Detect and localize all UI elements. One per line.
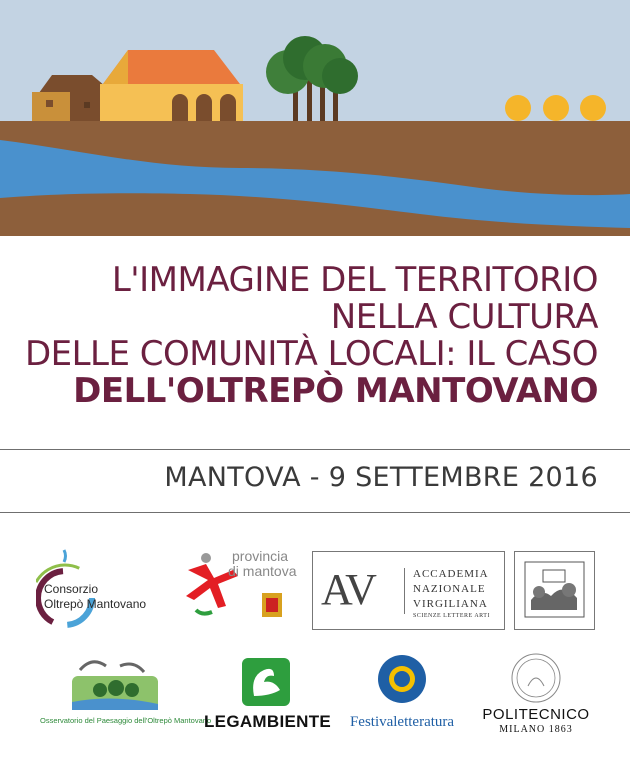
festival-head-icon [340, 654, 464, 706]
politecnico-seal-icon [474, 652, 598, 706]
landscape-illustration [0, 0, 630, 236]
osservatorio-logo [40, 656, 212, 728]
osservatorio-label: Osservatorio del Paesaggio dell'Oltrepò Mantovano [40, 716, 212, 725]
accademia-line2: NAZIONALE [413, 583, 486, 595]
accademia-line3: VIRGILIANA [413, 598, 488, 610]
title-line-3: DELLE COMUNITÀ LOCALI: IL CASO [24, 334, 598, 374]
title-line-2: NELLA CULTURA [330, 297, 598, 337]
provincia-line1: provincia [232, 548, 289, 564]
title-line-4: DELL'OLTREPÒ MANTOVANO [73, 371, 598, 411]
politecnico-logo [474, 652, 598, 738]
hay-bales-icon [505, 95, 606, 121]
event-date: MANTOVA - 9 SETTEMBRE 2016 [164, 462, 598, 493]
osservatorio-emblem-icon [40, 656, 196, 714]
provincia-line2: di mantova [228, 563, 297, 579]
legambiente-logo [204, 656, 332, 732]
consorzio-line1: Consorzio [44, 582, 99, 596]
engraving-seal [514, 551, 595, 630]
accademia-line4: SCIENZE LETTERE ARTI [413, 613, 490, 619]
divider-top [0, 449, 630, 450]
provincia-logo [178, 548, 300, 626]
accademia-logo [312, 551, 505, 630]
festival-logo [340, 654, 464, 734]
accademia-line1: ACCADEMIA [413, 568, 489, 580]
festival-label: Festivaletteratura [349, 714, 455, 730]
consorzio-line2: Oltrepò Mantovano [44, 597, 147, 611]
consorzio-logo [36, 548, 171, 636]
politecnico-line2: MILANO 1863 [499, 724, 573, 735]
title-block [0, 262, 598, 410]
accademia-separator [404, 568, 405, 614]
swan-icon [204, 656, 328, 708]
accademia-mark: AV [321, 565, 375, 614]
engraving-icon [515, 552, 594, 629]
politecnico-line1: POLITECNICO [482, 706, 590, 723]
legambiente-label: LEGAMBIENTE [204, 712, 332, 731]
divider-bottom [0, 512, 630, 513]
farmhouse-icon [100, 50, 243, 122]
title-line-1: L'IMMAGINE DEL TERRITORIO [111, 260, 598, 300]
